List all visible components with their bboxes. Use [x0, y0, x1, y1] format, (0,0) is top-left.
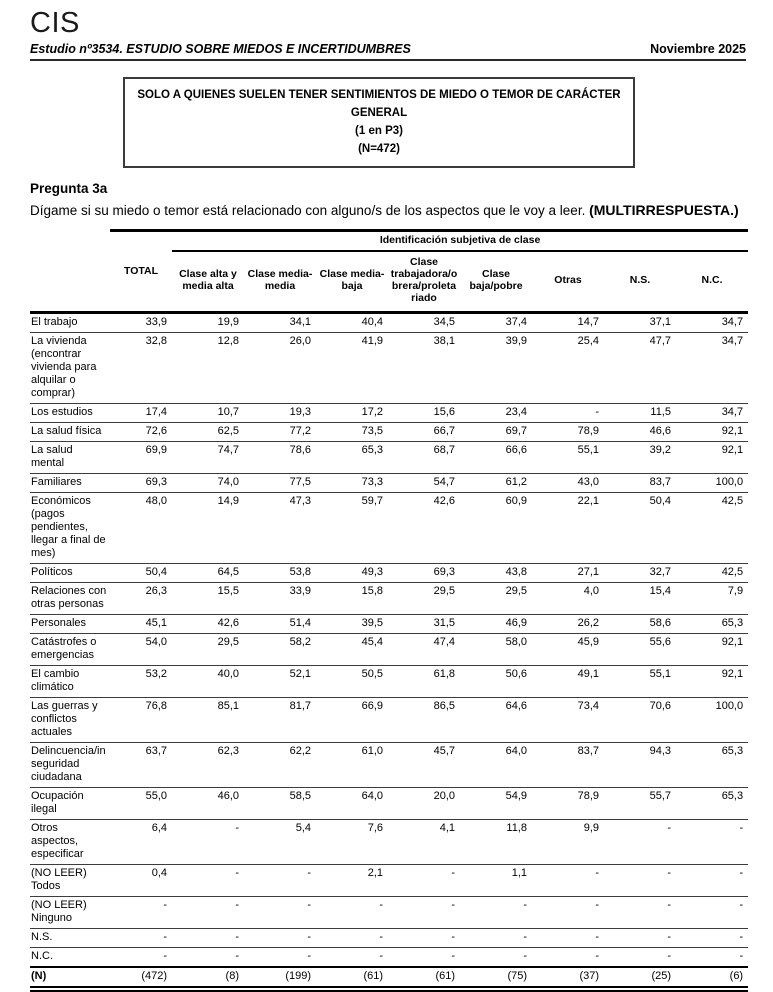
cell-value: 69,3 [433, 566, 455, 578]
filter-box-line1: SOLO A QUIENES SUELEN TENER SENTIMIENTOS DE MIEDO O TEMOR DE CARÁCTER GENERAL [137, 89, 621, 119]
table-row [30, 474, 748, 493]
cell-value: 7,9 [727, 585, 744, 597]
row-label: N.C. [31, 950, 53, 962]
cell-value: 39,9 [505, 335, 527, 347]
cell-value: 26,2 [577, 617, 599, 629]
cell-value: - [595, 899, 599, 911]
table-n-row [30, 967, 748, 989]
cell-value: 94,3 [649, 745, 671, 757]
cell-value: (37) [579, 970, 599, 982]
column-header: Clase trabajadora/obrera/proletariado [390, 256, 458, 304]
cell-value: 43,0 [577, 476, 599, 488]
table-row [30, 615, 748, 634]
cell-value: - [451, 867, 455, 879]
table-row [30, 743, 748, 788]
cell-value: 78,6 [289, 444, 311, 456]
row-label: Los estudios [31, 406, 93, 418]
cell-value: 69,3 [145, 476, 167, 488]
cell-value: 26,0 [289, 335, 311, 347]
cell-value: 78,9 [577, 790, 599, 802]
cell-value: 68,7 [433, 444, 455, 456]
cell-value: 15,4 [649, 585, 671, 597]
cell-value: 27,1 [577, 566, 599, 578]
cell-value: - [523, 931, 527, 943]
cell-value: 73,3 [361, 476, 383, 488]
table-row [30, 423, 748, 442]
column-header: Clase alta y media alta [179, 268, 237, 292]
cell-value: - [163, 931, 167, 943]
cell-value: 14,9 [217, 495, 239, 507]
cell-value: - [739, 867, 744, 879]
cell-value: 32,8 [145, 335, 167, 347]
cell-value: 42,6 [217, 617, 239, 629]
cell-value: 41,9 [361, 335, 383, 347]
cell-value: 50,4 [649, 495, 671, 507]
cell-value: 9,9 [583, 822, 599, 834]
cell-value: 52,1 [289, 668, 311, 680]
cell-value: 54,0 [145, 636, 167, 648]
cell-value: 69,9 [145, 444, 167, 456]
cell-value: 69,7 [505, 425, 527, 437]
row-label: Delincuencia/inseguridad ciudadana [31, 745, 106, 783]
cell-value: - [379, 950, 383, 962]
table-body [30, 313, 748, 990]
table-row [30, 583, 748, 615]
cell-value: 46,9 [505, 617, 527, 629]
row-label: Personales [31, 617, 87, 629]
cell-value: 5,4 [295, 822, 311, 834]
cell-value: 64,0 [361, 790, 383, 802]
question-number: Pregunta 3a [30, 181, 108, 196]
row-label: La salud mental [31, 444, 73, 469]
cell-value: - [307, 950, 311, 962]
cell-value: 59,7 [361, 495, 383, 507]
cell-value: - [595, 406, 599, 418]
cell-value: 85,1 [217, 700, 239, 712]
cell-value: 34,5 [433, 316, 455, 328]
cell-value: - [739, 899, 744, 911]
cell-value: 66,7 [433, 425, 455, 437]
cell-value: 47,7 [649, 335, 671, 347]
cell-value: 4,0 [583, 585, 599, 597]
table-row [30, 442, 748, 474]
cell-value: 60,9 [505, 495, 527, 507]
cell-value: 34,7 [721, 406, 744, 418]
cell-value: 58,2 [289, 636, 311, 648]
cell-value: 81,7 [289, 700, 311, 712]
cell-value: 38,1 [433, 335, 455, 347]
cell-value: (6) [729, 970, 744, 982]
cell-value: - [667, 822, 671, 834]
row-label: Otros aspectos, especificar [31, 822, 84, 860]
cell-value: 74,7 [217, 444, 239, 456]
cell-value: (25) [651, 970, 671, 982]
cell-value: 14,7 [577, 316, 599, 328]
cell-value: 55,1 [649, 668, 671, 680]
cell-value: 58,6 [649, 617, 671, 629]
cell-value: (199) [285, 970, 311, 982]
cell-value: - [595, 867, 599, 879]
question-text-body: Dígame si su miedo o temor está relacionado con alguno/s de los aspectos que le voy a leer. [30, 203, 586, 218]
row-label: Económicos (pagos pendientes, llegar a final de mes) [31, 495, 106, 559]
cell-value: 22,1 [577, 495, 599, 507]
document-header [30, 42, 746, 61]
table-row [30, 820, 748, 865]
cell-value: 29,5 [217, 636, 239, 648]
cell-value: 46,6 [649, 425, 671, 437]
cell-value: 39,5 [361, 617, 383, 629]
cell-value: 55,0 [145, 790, 167, 802]
cell-value: 34,7 [721, 316, 744, 328]
cell-value: - [667, 931, 671, 943]
cell-value: 50,6 [505, 668, 527, 680]
question-text [30, 202, 746, 218]
filter-box-line3: (N=472) [358, 143, 400, 155]
column-header: Clase baja/pobre [469, 268, 523, 292]
table-row [30, 698, 748, 743]
table-row [30, 666, 748, 698]
cell-value: 64,6 [505, 700, 527, 712]
cell-value: - [235, 899, 239, 911]
cell-value: - [739, 822, 744, 834]
cell-value: 43,8 [505, 566, 527, 578]
row-label: La salud física [31, 425, 102, 437]
cell-value: 58,0 [505, 636, 527, 648]
cell-value: - [235, 950, 239, 962]
cell-value: 47,3 [289, 495, 311, 507]
cell-value: 53,2 [145, 668, 167, 680]
cell-value: 23,4 [505, 406, 527, 418]
cell-value: 49,3 [361, 566, 383, 578]
table-row [30, 564, 748, 583]
cell-value: 15,5 [217, 585, 239, 597]
table-row [30, 333, 748, 404]
cell-value: 76,8 [145, 700, 167, 712]
column-header: Clase media-media [247, 268, 313, 292]
cell-value: 46,0 [217, 790, 239, 802]
cell-value: (61) [435, 970, 455, 982]
cell-value: 4,1 [439, 822, 455, 834]
cell-value: 50,5 [361, 668, 383, 680]
cell-value: 25,4 [577, 335, 599, 347]
cell-value: 39,2 [649, 444, 671, 456]
cell-value: 7,6 [367, 822, 383, 834]
cell-value: 42,5 [721, 495, 744, 507]
cell-value: 65,3 [361, 444, 383, 456]
cell-value: 74,0 [217, 476, 239, 488]
cell-value: - [235, 822, 239, 834]
column-header: N.C. [701, 274, 723, 286]
cell-value: 78,9 [577, 425, 599, 437]
row-label: (NO LEER) Ninguno [31, 899, 87, 924]
cis-logo: CIS [30, 7, 80, 39]
table-row [30, 929, 748, 948]
cell-value: 100,0 [715, 476, 744, 488]
cell-value: 72,6 [145, 425, 167, 437]
cell-value: 61,8 [433, 668, 455, 680]
row-label: Políticos [31, 566, 73, 578]
cell-value: 49,1 [577, 668, 599, 680]
cell-value: 47,4 [433, 636, 455, 648]
cell-value: - [595, 950, 599, 962]
table-row [30, 634, 748, 666]
header-date: Noviembre 2025 [650, 42, 746, 56]
row-label: (N) [31, 970, 47, 982]
cell-value: 29,5 [433, 585, 455, 597]
cell-value: 0,4 [151, 867, 167, 879]
cell-value: 62,5 [217, 425, 239, 437]
filter-box-line2: (1 en P3) [355, 125, 403, 137]
cell-value: - [595, 931, 599, 943]
cell-value: 37,1 [649, 316, 671, 328]
cell-value: - [739, 950, 744, 962]
table-row [30, 897, 748, 929]
cell-value: 73,4 [577, 700, 599, 712]
row-label: Las guerras y conflictos actuales [31, 700, 98, 738]
table-header [30, 231, 748, 313]
cell-value: 54,9 [505, 790, 527, 802]
table-row [30, 404, 748, 423]
cell-value: 73,5 [361, 425, 383, 437]
cell-value: 20,0 [433, 790, 455, 802]
cell-value: 17,2 [361, 406, 383, 418]
row-label: Ocupación ilegal [31, 790, 84, 815]
cell-value: - [451, 931, 455, 943]
cell-value: 11,5 [650, 406, 671, 418]
question-text-suffix: (MULTIRRESPUESTA.) [589, 202, 739, 218]
cell-value: 11,8 [506, 822, 527, 834]
cell-value: 77,5 [289, 476, 311, 488]
column-header-total: TOTAL [110, 231, 172, 313]
cell-value: 92,1 [721, 636, 744, 648]
cell-value: 53,8 [289, 566, 311, 578]
results-table [30, 229, 748, 992]
cell-value: - [235, 867, 239, 879]
cell-value: - [667, 867, 671, 879]
cell-value: - [523, 899, 527, 911]
row-label: Catástrofes o emergencias [31, 636, 97, 661]
cell-value: 37,4 [505, 316, 527, 328]
cell-value: 65,3 [721, 617, 744, 629]
cell-value: 33,9 [289, 585, 311, 597]
cell-value: 33,9 [145, 316, 167, 328]
row-label: Relaciones con otras personas [31, 585, 107, 610]
cell-value: 92,1 [721, 425, 744, 437]
cell-value: - [667, 899, 671, 911]
cell-value: 70,6 [649, 700, 671, 712]
table-row [30, 788, 748, 820]
cell-value: 64,0 [505, 745, 527, 757]
table-row [30, 493, 748, 564]
table-row [30, 948, 748, 968]
cell-value: 66,6 [505, 444, 527, 456]
cell-value: 45,9 [577, 636, 599, 648]
cell-value: 10,7 [217, 406, 239, 418]
cell-value: 83,7 [649, 476, 671, 488]
filter-box [123, 77, 635, 168]
study-title: Estudio nº3534. ESTUDIO SOBRE MIEDOS E INCERTIDUMBRES [30, 42, 411, 56]
cell-value: 65,3 [721, 745, 744, 757]
cell-value: 61,2 [505, 476, 527, 488]
cell-value: 34,1 [289, 316, 311, 328]
cell-value: - [739, 931, 744, 943]
cell-value: 92,1 [721, 444, 744, 456]
cell-value: 55,1 [577, 444, 599, 456]
cell-value: - [523, 950, 527, 962]
group-header: Identificación subjetiva de clase [172, 231, 748, 252]
cell-value: (75) [507, 970, 527, 982]
cell-value: - [307, 931, 311, 943]
cell-value: 100,0 [715, 700, 744, 712]
cell-value: 61,0 [361, 745, 383, 757]
cell-value: 50,4 [145, 566, 167, 578]
cell-value: - [163, 899, 167, 911]
cell-value: - [235, 931, 239, 943]
cell-value: - [451, 899, 455, 911]
cell-value: 40,0 [217, 668, 239, 680]
cell-value: 42,6 [433, 495, 455, 507]
cell-value: 86,5 [433, 700, 455, 712]
cell-value: 63,7 [145, 745, 167, 757]
cell-value: 55,7 [649, 790, 671, 802]
row-label: El trabajo [31, 316, 78, 328]
cell-value: 12,8 [217, 335, 239, 347]
cell-value: 17,4 [145, 406, 167, 418]
cell-value: 65,3 [721, 790, 744, 802]
cell-value: 55,6 [649, 636, 671, 648]
row-label: N.S. [31, 931, 53, 943]
cell-value: 92,1 [721, 668, 744, 680]
cell-value: 40,4 [361, 316, 383, 328]
cell-value: 64,5 [217, 566, 239, 578]
cell-value: 45,4 [361, 636, 383, 648]
cell-value: (472) [141, 970, 167, 982]
cell-value: 29,5 [505, 585, 527, 597]
cell-value: - [667, 950, 671, 962]
column-header: N.S. [629, 274, 651, 286]
row-label: (NO LEER) Todos [31, 867, 87, 892]
cell-value: 58,5 [289, 790, 311, 802]
cell-value: 31,5 [433, 617, 455, 629]
column-header: Otras [554, 274, 582, 286]
cell-value: - [307, 899, 311, 911]
cell-value: 77,2 [289, 425, 311, 437]
cell-value: 51,4 [289, 617, 311, 629]
cell-value: 45,1 [145, 617, 167, 629]
column-header: Clase media-baja [319, 268, 385, 292]
cell-value: 19,3 [289, 406, 311, 418]
cell-value: 26,3 [145, 585, 167, 597]
cell-value: 62,3 [217, 745, 239, 757]
cell-value: - [307, 867, 311, 879]
cell-value: 83,7 [577, 745, 599, 757]
cell-value: 34,7 [721, 335, 744, 347]
cell-value: 66,9 [361, 700, 383, 712]
cell-value: 15,8 [361, 585, 383, 597]
cell-value: 54,7 [433, 476, 455, 488]
cell-value: 32,7 [649, 566, 671, 578]
cell-value: (8) [225, 970, 239, 982]
cell-value: 6,4 [151, 822, 167, 834]
table-row [30, 865, 748, 897]
cell-value: 1,1 [511, 867, 527, 879]
table-row [30, 313, 748, 333]
cell-value: 48,0 [145, 495, 167, 507]
row-label: El cambio climático [31, 668, 80, 693]
row-label: La vivienda (encontrar vivienda para alquilar o comprar) [31, 335, 97, 399]
cell-value: - [451, 950, 455, 962]
cell-value: 45,7 [433, 745, 455, 757]
cell-value: - [379, 899, 383, 911]
cell-value: - [379, 931, 383, 943]
cell-value: 42,5 [721, 566, 744, 578]
cell-value: 62,2 [289, 745, 311, 757]
cell-value: 19,9 [217, 316, 239, 328]
row-label: Familiares [31, 476, 82, 488]
cell-value: 2,1 [367, 867, 383, 879]
cell-value: 15,6 [433, 406, 455, 418]
row-label-header [30, 231, 110, 313]
cell-value: - [163, 950, 167, 962]
cell-value: (61) [363, 970, 383, 982]
